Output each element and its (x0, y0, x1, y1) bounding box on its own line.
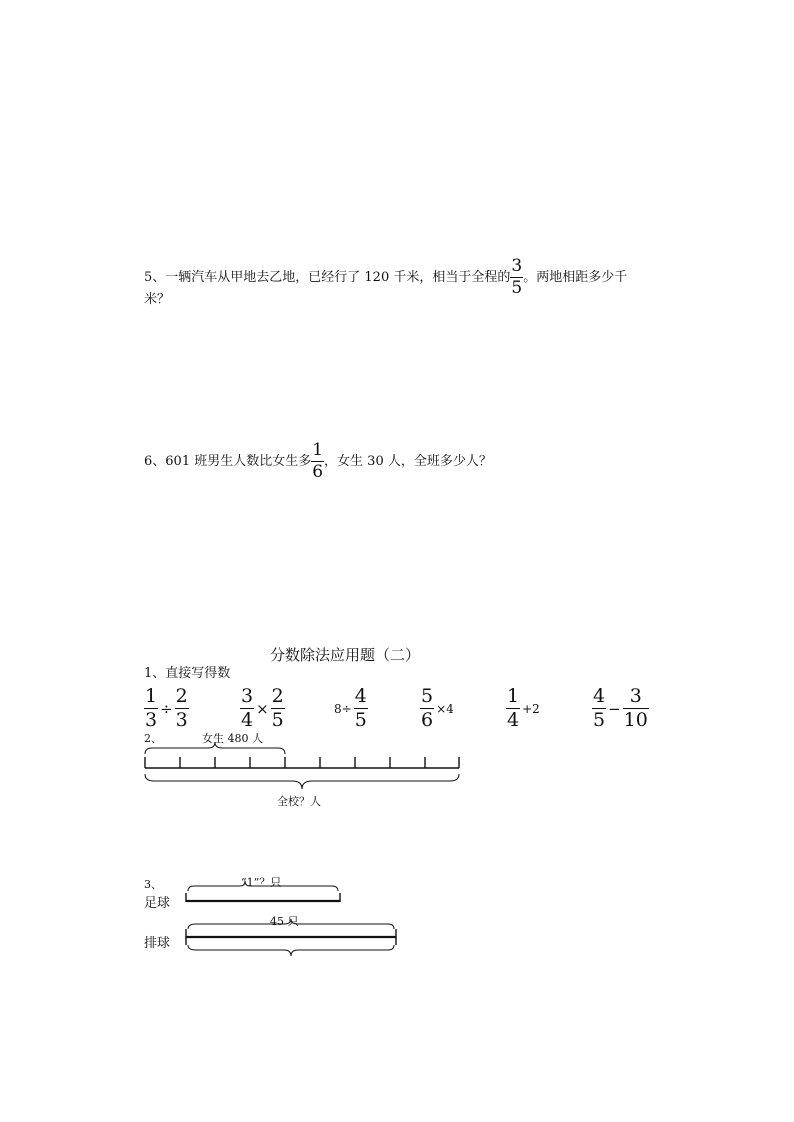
fraction-denominator: 6 (312, 462, 324, 482)
girls-label: 女生 480 人 (202, 732, 263, 745)
volleyball-bottom-brace (188, 945, 394, 956)
fraction-numerator: 3 (511, 256, 523, 276)
expression-3: 8÷ $\frac{4}{5}$ (334, 685, 367, 731)
part-3-label: 3、 (144, 878, 162, 891)
school-brace (145, 774, 459, 789)
question-5-text-a: 5、一辆汽车从甲地去乙地，已经行了 120 千米，相当于全程的 (144, 270, 511, 285)
section-title: 分数除法应用题（二） (270, 646, 421, 664)
expression-2: $\frac{3}{4}$ × $\frac{2}{5}$ (241, 685, 284, 731)
girls-brace (145, 742, 285, 754)
football-top-label: “1”？只 (241, 876, 282, 889)
question-6-text-b: ，女生 30 人，全班多少人？ (324, 454, 492, 469)
segment-diagram (145, 742, 459, 789)
fraction-denominator: 5 (511, 278, 523, 298)
school-label: 全校？人 (277, 795, 321, 808)
football-label: 足球 (144, 896, 171, 911)
fraction-numerator: 1 (312, 440, 324, 460)
volleyball-label: 排球 (144, 936, 171, 951)
part-1-label: 1、直接写得数 (144, 666, 231, 681)
question-6-text-a: 6、601 班男生人数比女生多 (144, 454, 312, 469)
volleyball-count-label: 45 只 (270, 915, 299, 928)
question-5-line2: 米？ (144, 292, 171, 307)
expression-1: $\frac{1}{3}$ ÷ $\frac{2}{3}$ (145, 685, 188, 731)
expression-5: $\frac{1}{4}$ +2 (507, 685, 540, 731)
part-2-label: 2、 (144, 732, 162, 745)
expression-6: $\frac{4}{5}$ − $\frac{3}{10}$ (593, 685, 648, 731)
question-5-text-b: 。两地相距多少千 (523, 270, 628, 285)
expression-4: $\frac{5}{6}$ ×4 (421, 685, 454, 731)
